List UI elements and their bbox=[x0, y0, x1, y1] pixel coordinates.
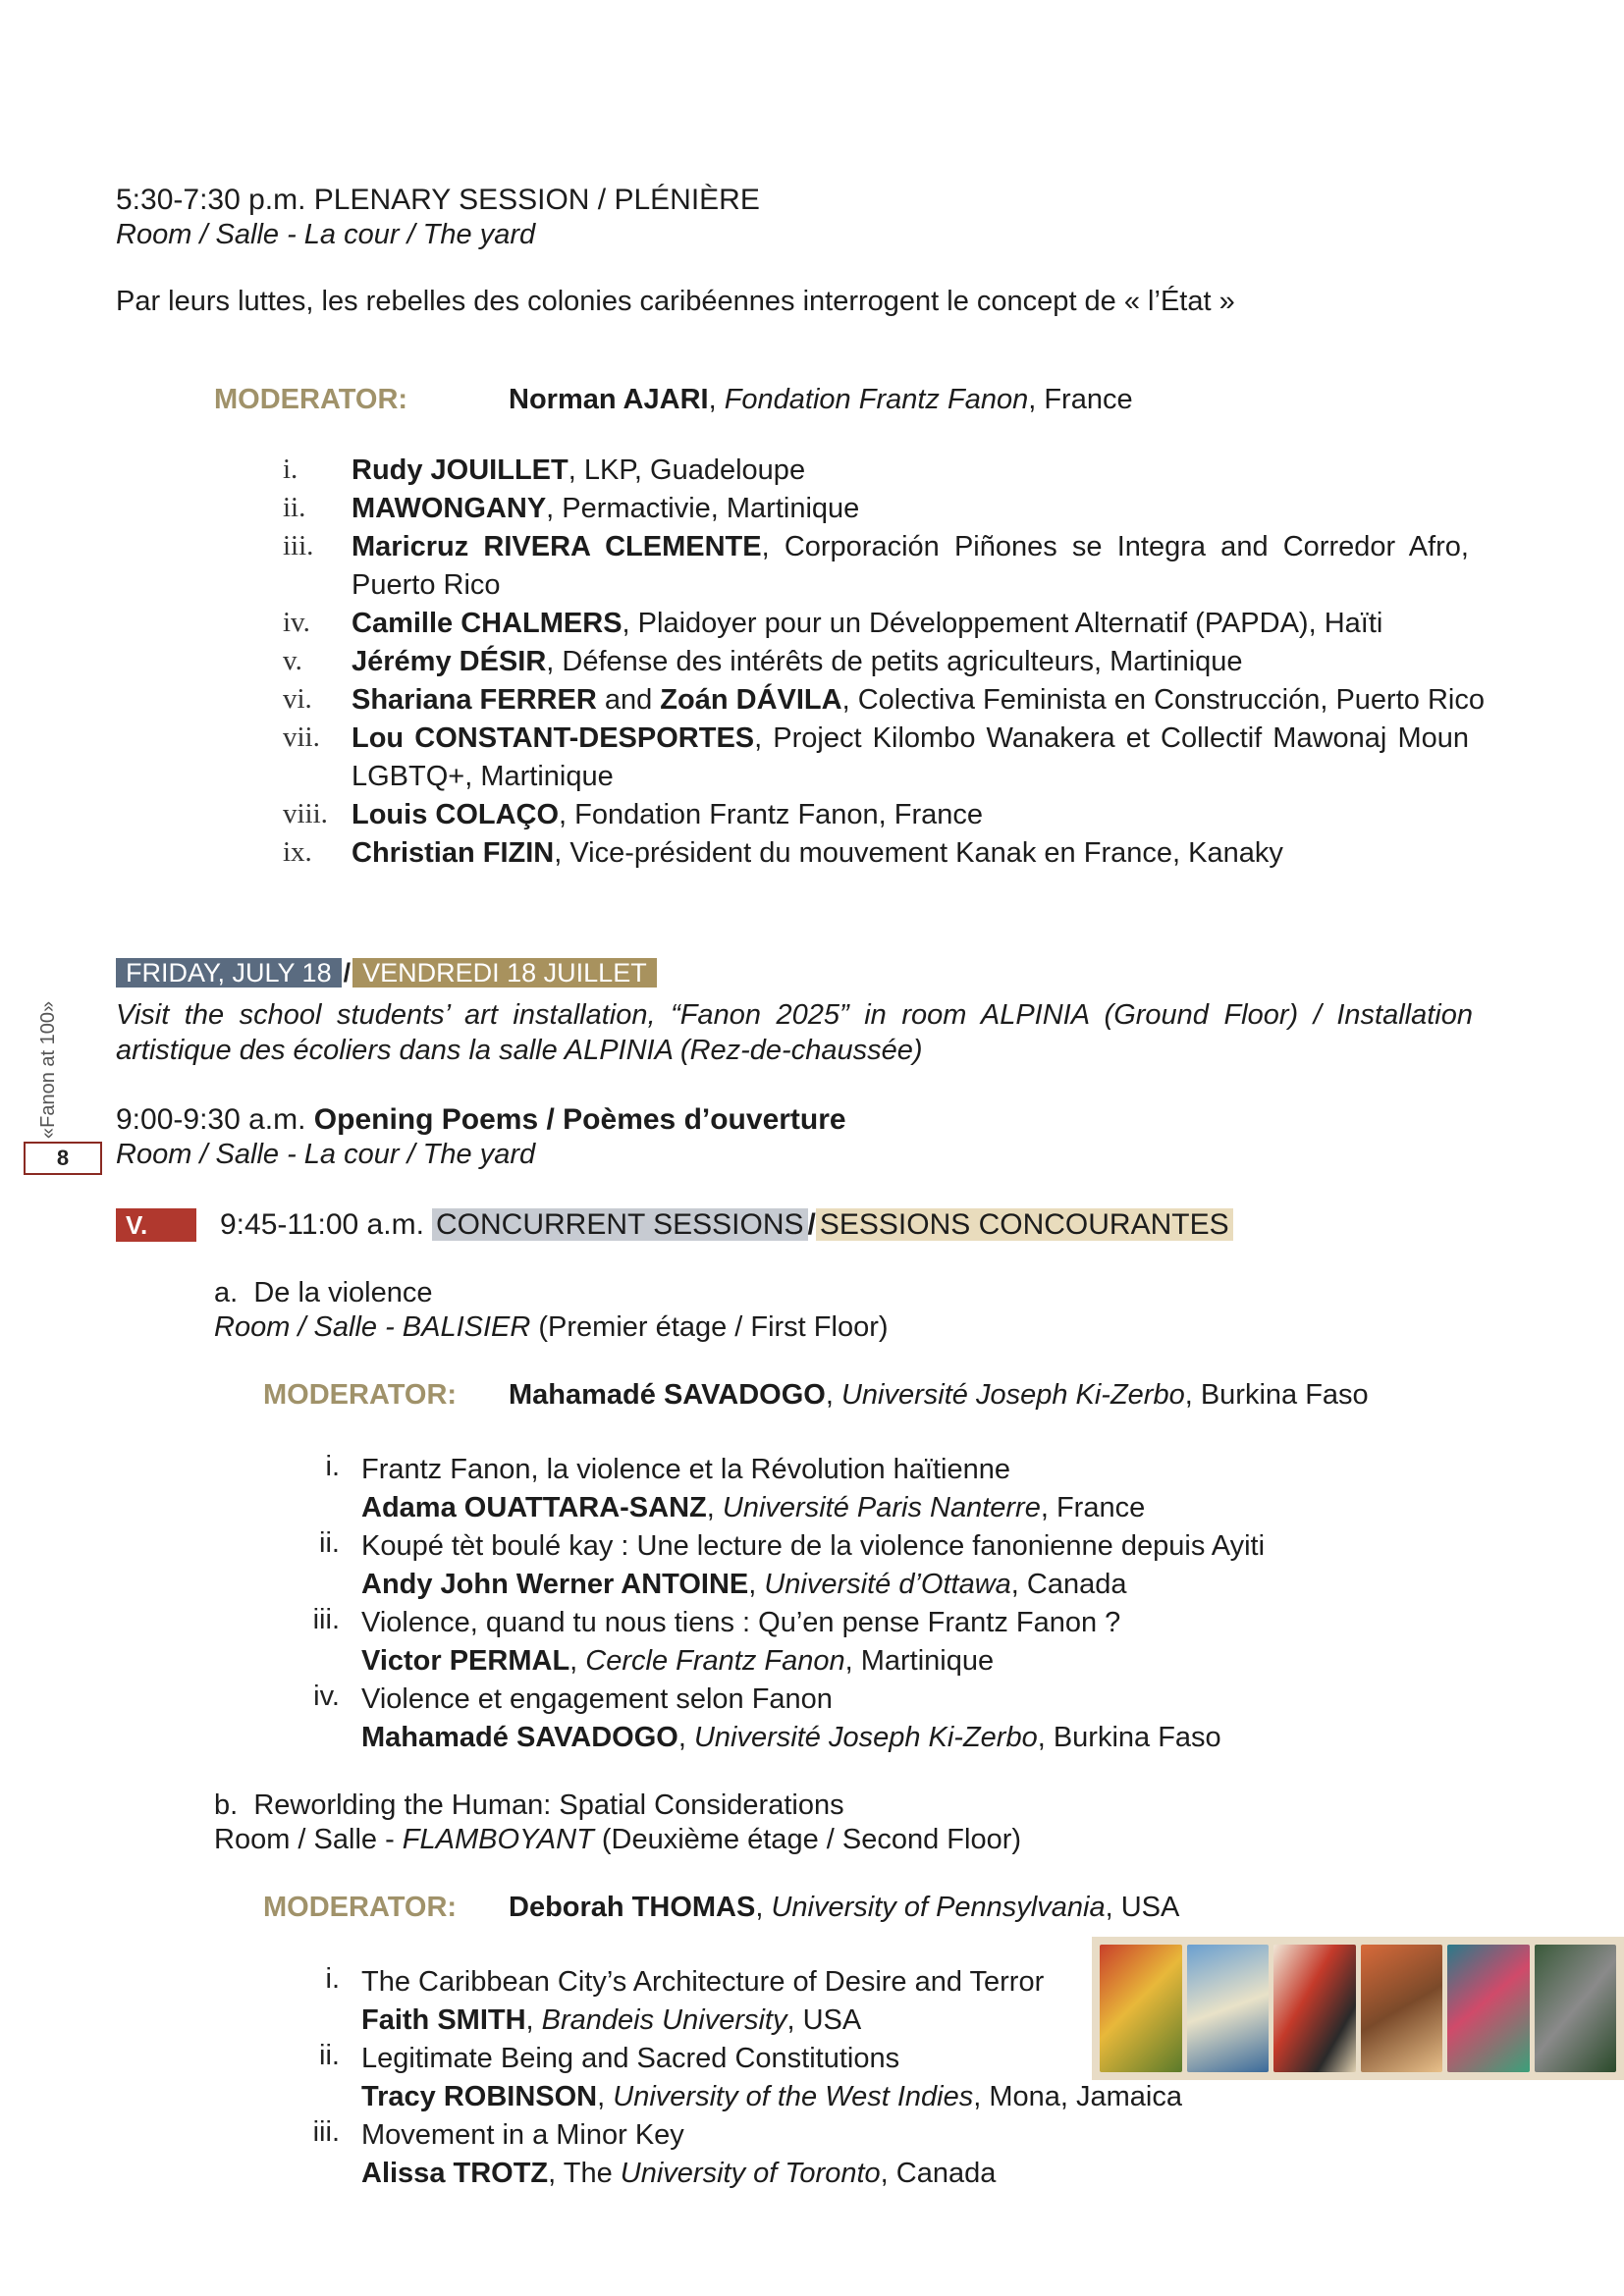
opening-title: Opening Poems / Poèmes d’ouverture bbox=[313, 1103, 846, 1136]
opening-line bbox=[116, 1100, 846, 1140]
speaker-item: Camille CHALMERS, Plaidoyer pour un Développement Alternatif (PAPDA), Haïti bbox=[352, 608, 1383, 639]
list-number: i. bbox=[283, 454, 298, 485]
session-a-heading bbox=[214, 1274, 432, 1312]
concurrent-title-fr: SESSIONS CONCOURANTES bbox=[816, 1208, 1233, 1241]
session-b-room: Room / Salle - FLAMBOYANT (Deuxième étage / Second Floor) bbox=[214, 1824, 1022, 1855]
paper-title: Koupé tèt boulé kay : Une lecture de la violence fanonienne depuis Ayiti bbox=[361, 1530, 1266, 1562]
session-letter: b. bbox=[214, 1789, 239, 1821]
paper-title: The Caribbean City’s Architecture of Desire and Terror bbox=[361, 1966, 1045, 1998]
list-number: vii. bbox=[283, 721, 320, 753]
day-banner-slash: / bbox=[343, 958, 352, 988]
concurrent-time: 9:45-11:00 a.m. bbox=[220, 1208, 424, 1241]
list-number: iii. bbox=[312, 2116, 340, 2148]
speaker-item: Christian FIZIN, Vice-président du mouvement Kanak en France, Kanaky bbox=[352, 837, 1283, 869]
paper-author: Mahamadé SAVADOGO, Université Joseph Ki-Zerbo, Burkina Faso bbox=[361, 1722, 1221, 1753]
session-title: Reworlding the Human: Spatial Considerations bbox=[253, 1789, 844, 1821]
session-a-moderator-info: Mahamadé SAVADOGO, Université Joseph Ki-Zerbo, Burkina Faso bbox=[509, 1379, 1369, 1411]
opening-time: 9:00-9:30 a.m. bbox=[116, 1103, 314, 1136]
speaker-item: Maricruz RIVERA CLEMENTE, Corporación Piñones se Integra and Corredor Afro, Puerto Rico bbox=[352, 531, 1469, 601]
list-number: vi. bbox=[283, 683, 312, 715]
session-b-moderator-info: Deborah THOMAS, University of Pennsylvania, USA bbox=[509, 1892, 1180, 1923]
list-number: i. bbox=[325, 1451, 340, 1482]
concurrent-title-en: CONCURRENT SESSIONS bbox=[432, 1208, 808, 1241]
moderator-affiliation: Fondation Frantz Fanon bbox=[724, 384, 1029, 415]
list-number: v. bbox=[283, 645, 302, 676]
speaker-item: Jérémy DÉSIR, Défense des intérêts de petits agriculteurs, Martinique bbox=[352, 646, 1243, 677]
list-number: i. bbox=[325, 1963, 340, 1995]
paper-title: Legitimate Being and Sacred Constitutions bbox=[361, 2043, 900, 2074]
speaker-item: Shariana FERRER and Zoán DÁVILA, Colectiva Feminista en Construcción, Puerto Rico bbox=[352, 684, 1485, 716]
list-number: ii. bbox=[283, 492, 306, 523]
list-number: ii. bbox=[319, 2040, 340, 2071]
session-a-moderator bbox=[263, 1376, 457, 1415]
list-number: viii. bbox=[283, 798, 328, 829]
session-b-moderator bbox=[263, 1889, 457, 1927]
speaker-item: Lou CONSTANT-DESPORTES, Project Kilombo Wanakera et Collectif Mawonaj Moun LGBTQ+, Martinique bbox=[352, 722, 1470, 792]
paper-author: Victor PERMAL, Cercle Frantz Fanon, Martinique bbox=[361, 1645, 995, 1677]
paper-title: Frantz Fanon, la violence et la Révolution haïtienne bbox=[361, 1454, 1010, 1485]
session-roman-tag: V. bbox=[116, 1208, 196, 1242]
moderator-label: MODERATOR: bbox=[263, 1379, 458, 1411]
speaker-item: Rudy JOUILLET, LKP, Guadeloupe bbox=[352, 454, 806, 486]
plenary-description: Par leurs luttes, les rebelles des colonies caribéennes interrogent le concept de « l’État » bbox=[116, 286, 1235, 317]
speaker-item: Louis COLAÇO, Fondation Frantz Fanon, France bbox=[352, 799, 984, 830]
visit-note: Visit the school students’ art installation, “Fanon 2025” in room ALPINIA (Ground Floor) / Installation artistique des écoliers dans la salle ALPINIA (Rez-de-chaussée) bbox=[116, 999, 1473, 1066]
session-a-room: Room / Salle - BALISIER (Premier étage / First Floor) bbox=[214, 1311, 889, 1343]
list-number: iii. bbox=[312, 1604, 340, 1635]
paper-author: Adama OUATTARA-SANZ, Université Paris Nanterre, France bbox=[361, 1492, 1146, 1523]
paper-author: Faith SMITH, Brandeis University, USA bbox=[361, 2004, 862, 2036]
day-banner bbox=[116, 958, 657, 988]
paper-title: Violence et engagement selon Fanon bbox=[361, 1683, 833, 1715]
session-b-heading bbox=[214, 1787, 844, 1825]
concurrent-title bbox=[432, 1205, 1233, 1245]
paper-author: Andy John Werner ANTOINE, Université d’Ottawa, Canada bbox=[361, 1569, 1127, 1600]
moderator-label: MODERATOR: bbox=[263, 1892, 458, 1923]
speaker-item: MAWONGANY, Permactivie, Martinique bbox=[352, 493, 860, 524]
list-number: iii. bbox=[283, 530, 314, 561]
moderator-label: MODERATOR: bbox=[214, 384, 408, 415]
side-running-title: «Fanon at 100» bbox=[37, 1000, 59, 1139]
day-banner-en: FRIDAY, JULY 18 bbox=[116, 958, 342, 988]
plenary-time-title: 5:30-7:30 p.m. PLENARY SESSION / PLÉNIÈRE bbox=[116, 184, 760, 216]
list-number: iv. bbox=[313, 1681, 340, 1712]
paper-title: Violence, quand tu nous tiens : Qu’en pense Frantz Fanon ? bbox=[361, 1607, 1121, 1638]
page-number: 8 bbox=[24, 1142, 102, 1175]
session-title: De la violence bbox=[253, 1277, 433, 1308]
moderator-country: , France bbox=[1028, 384, 1133, 415]
day-banner-fr: VENDREDI 18 JUILLET bbox=[352, 958, 657, 988]
moderator-name: Norman AJARI bbox=[509, 384, 709, 415]
paper-author: Alissa TROTZ, The University of Toronto, Canada bbox=[361, 2158, 997, 2189]
opening-room: Room / Salle - La cour / The yard bbox=[116, 1139, 536, 1170]
student-artwork-image bbox=[1092, 1937, 1624, 2080]
plenary-room: Room / Salle - La cour / The yard bbox=[116, 219, 536, 250]
concurrent-slash: / bbox=[807, 1208, 816, 1241]
plenary-moderator-info: Norman AJARI, Fondation Frantz Fanon, France bbox=[509, 384, 1133, 415]
list-number: iv. bbox=[283, 607, 310, 638]
plenary-moderator bbox=[214, 381, 407, 419]
paper-title: Movement in a Minor Key bbox=[361, 2119, 684, 2151]
paper-author: Tracy ROBINSON, University of the West Indies, Mona, Jamaica bbox=[361, 2081, 1182, 2112]
list-number: ii. bbox=[319, 1527, 340, 1559]
list-number: ix. bbox=[283, 836, 312, 868]
session-letter: a. bbox=[214, 1277, 239, 1308]
